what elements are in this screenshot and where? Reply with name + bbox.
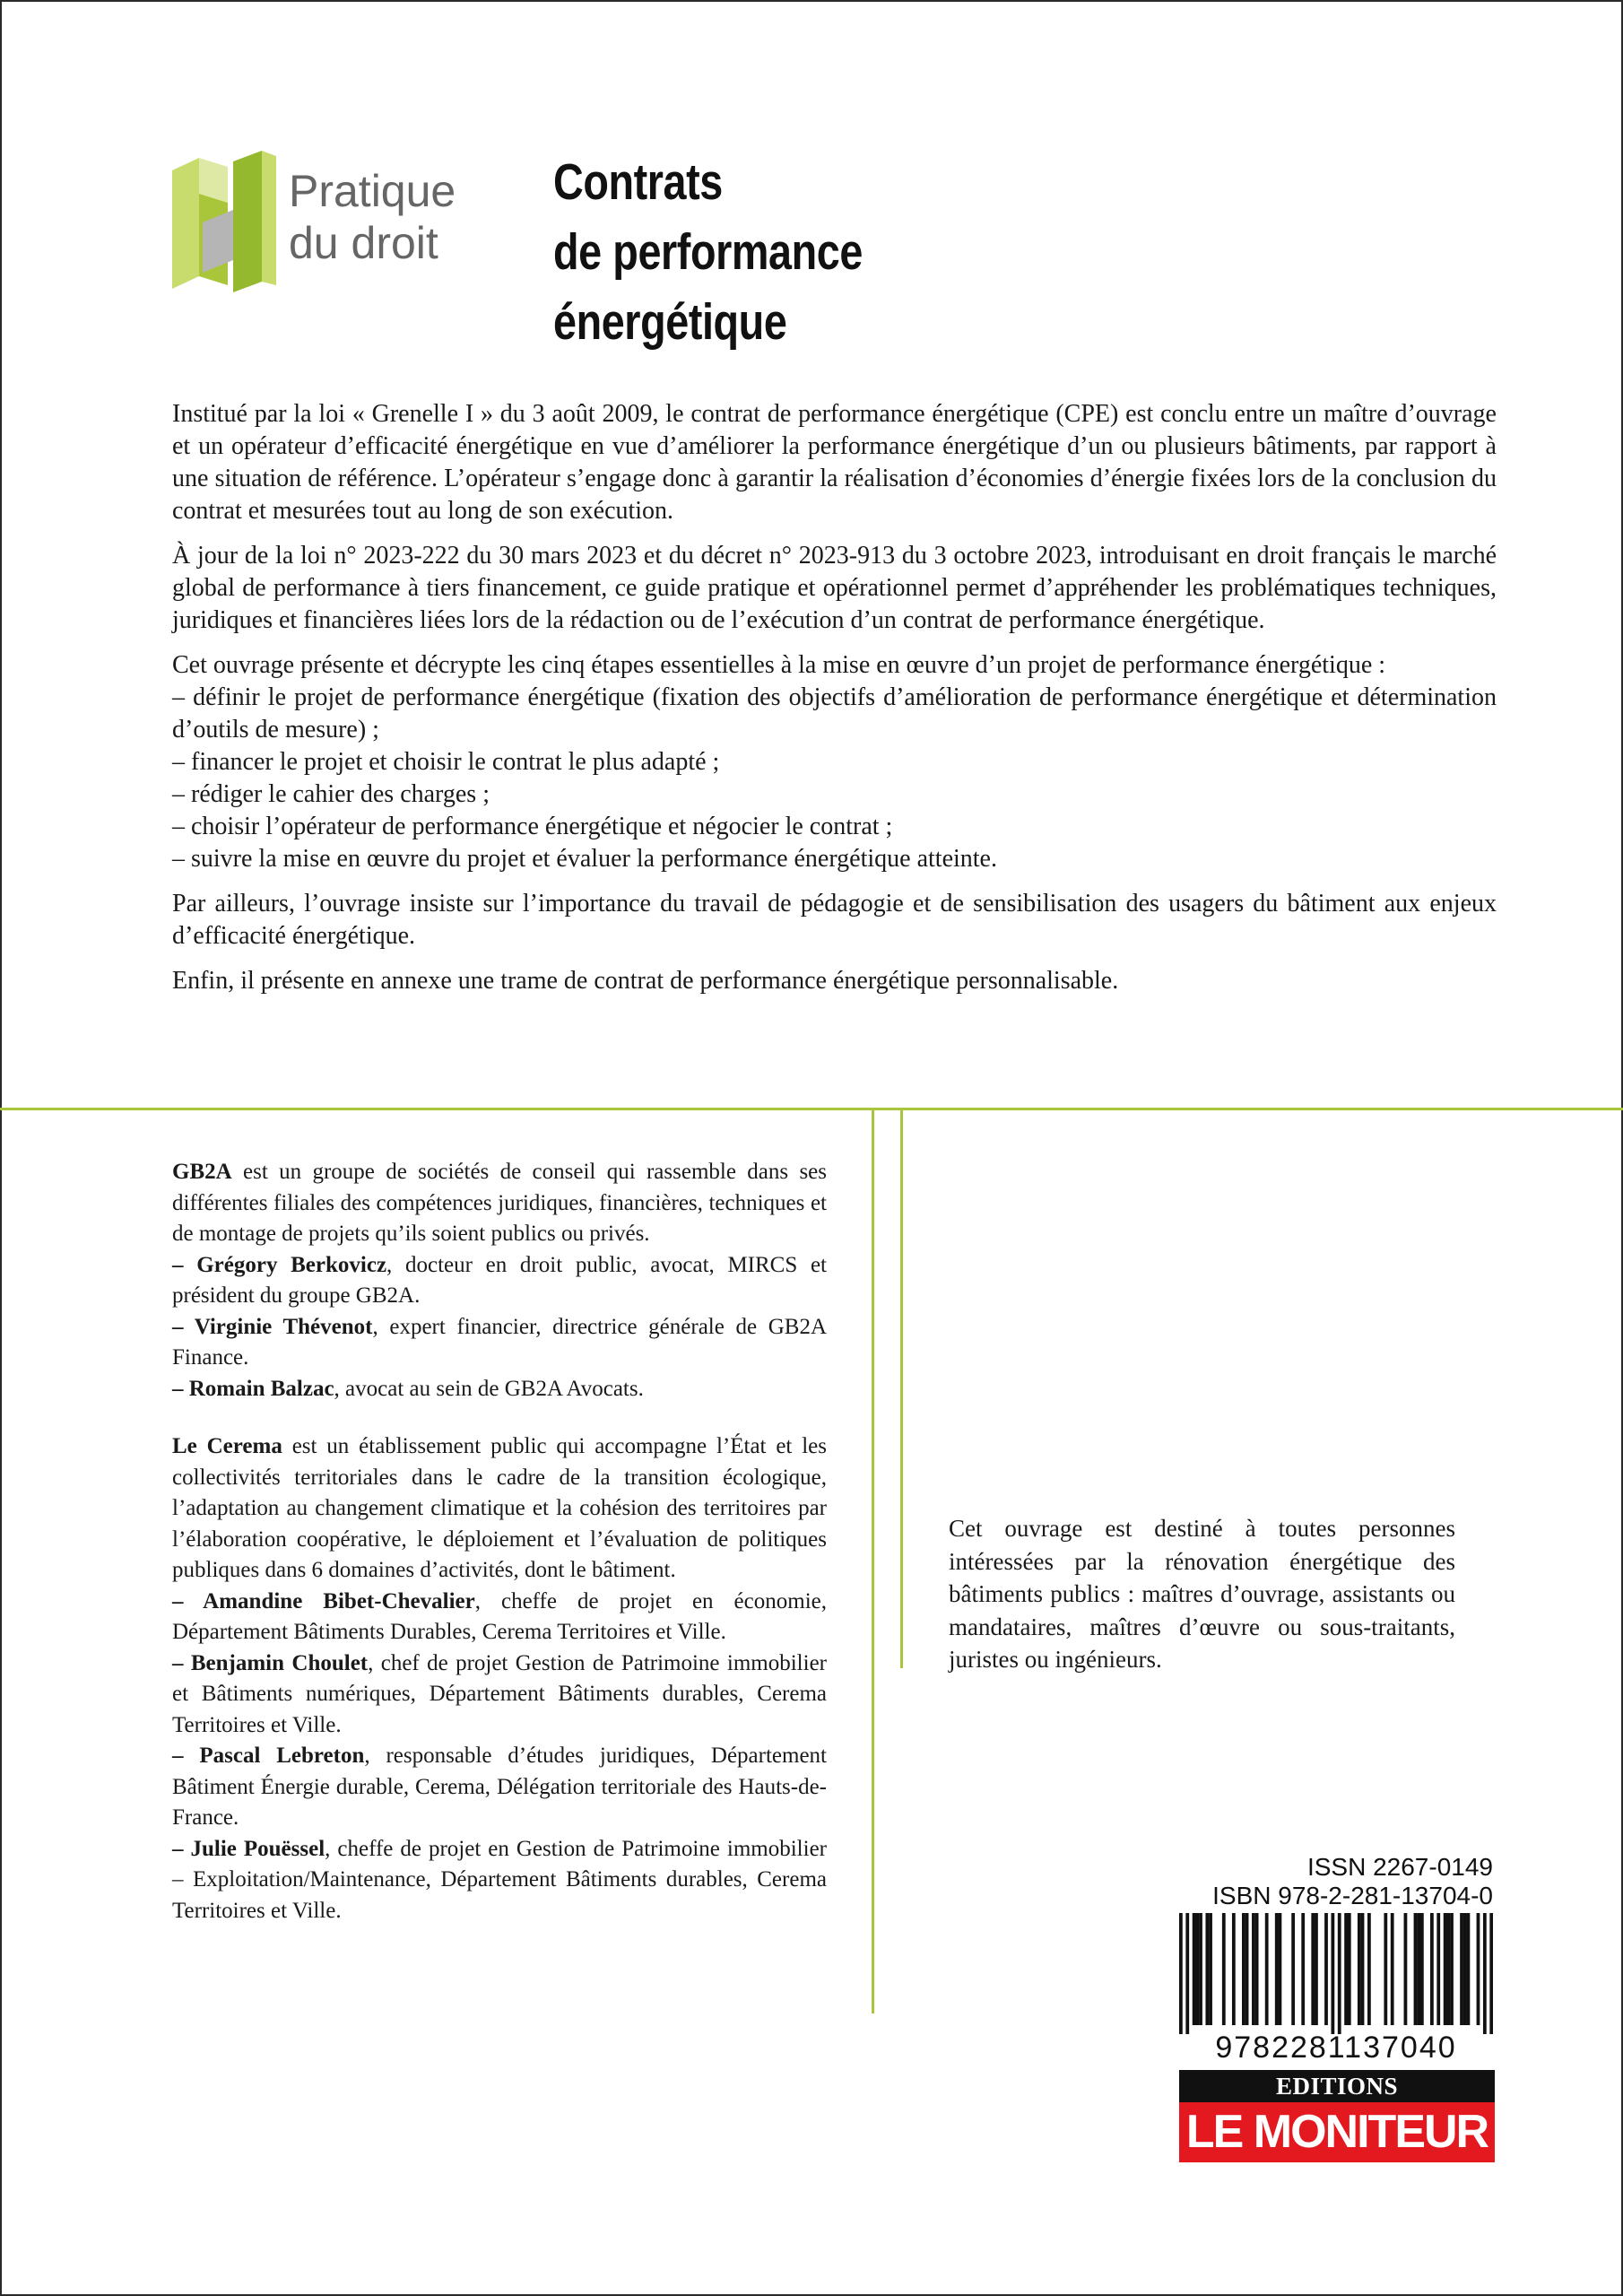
barcode-bar (1179, 1913, 1183, 2034)
barcode-bar (1255, 1913, 1259, 2025)
barcode-bar (1232, 1913, 1236, 2025)
barcode-bar (1361, 1913, 1365, 2025)
barcode-bar (1324, 1913, 1328, 2025)
series-name (289, 165, 456, 269)
barcode-bar (1391, 1913, 1394, 2025)
barcode-bar (1444, 1913, 1447, 2025)
org-name: GB2A (172, 1160, 232, 1184)
barcode-bar (1417, 1913, 1420, 2025)
publisher-logo (1179, 2070, 1495, 2162)
barcode-bar (1344, 1913, 1348, 2025)
barcode-bar (1384, 1913, 1387, 2025)
barcode-bar (1436, 1913, 1440, 2025)
vertical-divider (900, 1108, 903, 1668)
barcode-bar (1301, 1913, 1305, 2025)
description-paragraph: Enfin, il présente en annexe une trame de contrat de performance énergétique personnalisable. (172, 967, 1119, 995)
list-item: – suivre la mise en œuvre du projet et évaluer la performance énergétique atteinte. (172, 845, 997, 873)
author-entry: – Pascal Lebreton, responsable d’études juridiques, Département Bâtiment Énergie durable, Cerema, Délégation territoriale des Hauts-de-France. (172, 1744, 828, 1830)
author-entry: – Virginie Thévenot, expert financier, directrice générale de GB2A Finance. (172, 1314, 827, 1370)
org-name: Le Cerema (172, 1434, 282, 1458)
series-line-2: du droit (289, 218, 438, 268)
barcode-bar (1338, 1913, 1341, 2034)
title-line-2: de performance (553, 223, 863, 281)
barcode-bar (1252, 1913, 1255, 2025)
barcode-bar (1311, 1913, 1315, 2025)
barcode-bar (1209, 1913, 1212, 2025)
barcode-bar (1446, 1913, 1450, 2025)
barcode-bar (1242, 1913, 1245, 2025)
barcode-icon (1179, 1913, 1493, 2034)
description-paragraph: Institué par la loi « Grenelle I » du 3 août 2009, le contrat de performance énergétique (CPE) est conclu entre un maître d’ouvrage et un opérateur d’efficacité énergétique en vue d’améliorer la performance énergétique d’un ou plusieurs bâtiments, par rapport à une situation de référence. L’opérateur s’engage donc à garantir la réalisation d’économies d’énergie fixées lors de la conclusion du contrat et mesurées tout au long de son exécution. (172, 400, 1497, 525)
barcode-bar (1483, 1913, 1487, 2034)
barcode-bar (1430, 1913, 1434, 2025)
list-item: – définir le projet de performance énergétique (fixation des objectifs d’amélioration de performance énergétique et détermination d’outils de mesure) ; (172, 683, 1497, 744)
title-line-1: Contrats (553, 153, 723, 211)
barcode-bar (1414, 1913, 1418, 2025)
authors-section (172, 1157, 827, 1926)
author-name: Romain Balzac (188, 1376, 334, 1401)
barcode-bar (1315, 1913, 1318, 2025)
author-entry: – Romain Balzac, avocat au sein de GB2A Avocats. (172, 1376, 644, 1401)
barcode-bar (1477, 1913, 1480, 2025)
barcode-bar (1404, 1913, 1408, 2025)
book-title (553, 147, 965, 357)
author-name: Grégory Berkovicz (196, 1252, 387, 1277)
author-entry: – Julie Pouëssel, cheffe de projet en Gestion de Patrimoine immobilier – Exploitation/Maintenance, Département Bâtiments durables, Cerema Territoires et Ville. (172, 1836, 827, 1923)
gb2a-intro: GB2A est un groupe de sociétés de conseil qui rassemble dans ses différentes filiales des compétences juridiques, financières, techniques et de montage de projets qu’ils soient publics ou privés. (172, 1160, 827, 1246)
author-entry: – Benjamin Choulet, chef de projet Gestion de Patrimoine immobilier et Bâtiments numériques, Département Bâtiments durables, Cerema Territoires et Ville. (172, 1650, 827, 1737)
barcode-digits: 9782281137040 (1215, 2031, 1457, 2065)
barcode-bar (1185, 1913, 1189, 2034)
cerema-intro: Le Cerema est un établissement public qui accompagne l’État et les collectivités territoriales dans le cadre de la transition écologique, l’adaptation au changement climatique et la cohésion des territoires par l’élaboration coopérative, le déploiement et l’évaluation de politiques publiques dans 6 domaines d’activités, dont le bâtiment. (172, 1434, 827, 1582)
horizontal-divider (0, 1108, 1623, 1110)
title-line-3: énergétique (553, 293, 787, 351)
vertical-divider (872, 1108, 874, 2013)
barcode-bar (1463, 1913, 1467, 2025)
publisher-logo-bottom: LE MONITEUR (1179, 2102, 1495, 2162)
steps-list (172, 682, 1497, 875)
description-paragraph: À jour de la loi n° 2023-222 du 30 mars 2023 et du décret n° 2023-913 du 3 octobre 2023, introduisant en droit français le marché global de performance à tiers financement, ce guide pratique et opérationnel permet d’appréhender les problématiques techniques, juridiques et financières liées lors de la rédaction ou de l’exécution d’un contrat de performance énergétique. (172, 542, 1497, 634)
target-audience: Cet ouvrage est destiné à toutes personnes intéressées par la rénovation énergétique des bâtiments publics : maîtres d’ouvrage, assistants ou mandataires, maîtres d’œuvre ou sous-traitants, juristes ou ingénieurs. (949, 1515, 1455, 1673)
barcode-bar (1420, 1913, 1424, 2025)
author-name: Pascal Lebreton (199, 1744, 365, 1768)
author-name: Amandine Bibet-Chevalier (203, 1588, 475, 1613)
barcode-bar (1467, 1913, 1471, 2025)
barcode-bar (1331, 1913, 1334, 2034)
author-name: Julie Pouëssel (190, 1836, 325, 1861)
barcode-bar (1358, 1913, 1361, 2025)
book-description (172, 398, 1497, 1010)
author-name: Benjamin Choulet (190, 1650, 369, 1675)
author-entry: – Grégory Berkovicz, docteur en droit public, avocat, MIRCS et président du groupe GB2A. (172, 1252, 827, 1308)
series-line-1: Pratique (289, 166, 456, 216)
barcode-bar (1199, 1913, 1202, 2025)
isbn-number: ISBN 978-2-281-13704-0 (1212, 1882, 1493, 1909)
pratique-du-droit-logo-icon (172, 151, 289, 294)
list-item: – choisir l’opérateur de performance énergétique et négocier le contrat ; (172, 813, 893, 840)
barcode-bar (1245, 1913, 1249, 2025)
issn-number: ISSN 2267-0149 (1306, 1853, 1493, 1881)
barcode-bar (1195, 1913, 1199, 2025)
description-paragraph: Cet ouvrage présente et décrypte les cinq étapes essentielles à la mise en œuvre d’un projet de performance énergétique : (172, 651, 1386, 679)
barcode-bar (1279, 1913, 1282, 2025)
barcode-bar (1291, 1913, 1295, 2025)
barcode-bar (1460, 1913, 1463, 2025)
barcode-bar (1265, 1913, 1269, 2025)
publisher-logo-top: EDITIONS (1179, 2070, 1495, 2102)
barcode-bar (1193, 1913, 1196, 2025)
barcode-bar (1275, 1913, 1279, 2025)
list-item: – rédiger le cahier des charges ; (172, 780, 490, 808)
description-paragraph: Par ailleurs, l’ouvrage insiste sur l’importance du travail de pédagogie et de sensibilisation des usagers du bâtiment aux enjeux d’efficacité énergétique. (172, 890, 1497, 950)
barcode-bar (1348, 1913, 1351, 2025)
author-name: Virginie Thévenot (194, 1314, 373, 1339)
barcode-bar (1222, 1913, 1226, 2025)
list-item: – financer le projet et choisir le contrat le plus adapté ; (172, 748, 720, 776)
barcode-bar (1205, 1913, 1209, 2025)
barcode-bar (1450, 1913, 1454, 2025)
author-entry: – Amandine Bibet-Chevalier, cheffe de projet en économie, Département Bâtiments Durables, Cerema Territoires et Ville. (172, 1588, 827, 1644)
barcode-bar (1367, 1913, 1371, 2025)
barcode-bar (1489, 1913, 1493, 2034)
